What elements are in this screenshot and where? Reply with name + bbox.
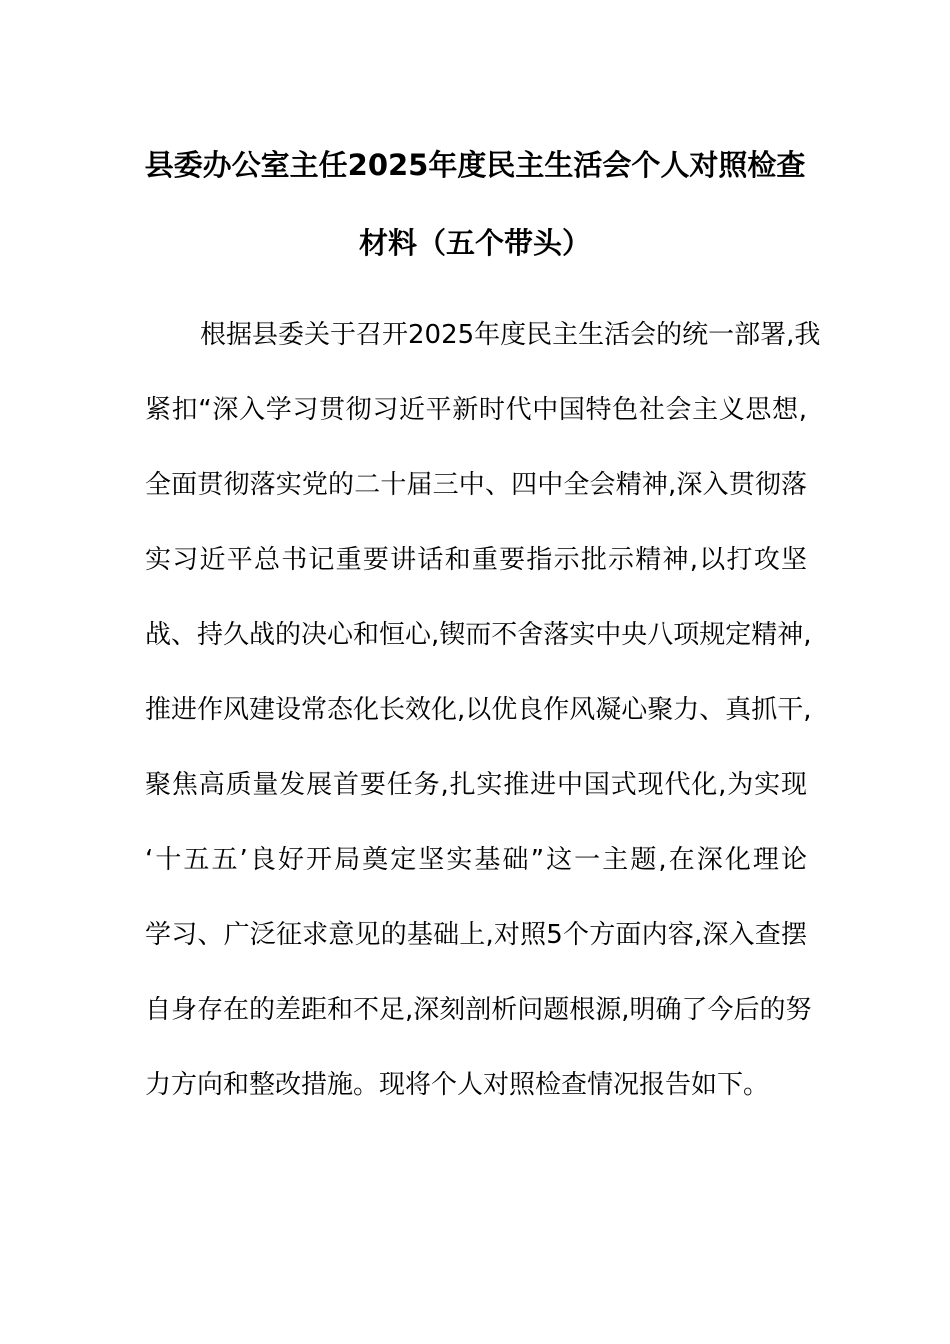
paragraph-line: 紧扣“深入学习贯彻习近平新时代中国特色社会主义思想,: [145, 395, 807, 425]
paragraph-line: 聚焦高质量发展首要任务,扎实推进中国式现代化,为实现: [145, 770, 807, 800]
paragraph-line: 战、持久战的决心和恒心,锲而不舍落实中央八项规定精神,: [145, 620, 812, 650]
intro-paragraph: [145, 315, 821, 1140]
paragraph-line: 实习近平总书记重要讲话和重要指示批示精神,以打攻坚: [145, 545, 807, 575]
paragraph-line: 根据县委关于召开2025年度民主生活会的统一部署,我: [200, 320, 821, 350]
document-title-line-2: 材料（五个带头）: [358, 226, 591, 260]
paragraph-line: 全面贯彻落实党的二十届三中、四中全会精神,深入贯彻落: [145, 470, 807, 500]
document-title-line-1: 县委办公室主任2025年度民主生活会个人对照检查: [144, 148, 806, 182]
paragraph-line: 自身存在的差距和不足,深刻剖析问题根源,明确了今后的努: [145, 995, 812, 1025]
paragraph-line: ‘十五五’良好开局奠定坚实基础”这一主题,在深化理论: [145, 845, 807, 875]
paragraph-line: 推进作风建设常态化长效化,以优良作风凝心聚力、真抓干,: [145, 695, 812, 725]
paragraph-line: 力方向和整改措施。现将个人对照检查情况报告如下。: [145, 1070, 770, 1100]
paragraph-line: 学习、广泛征求意见的基础上,对照5个方面内容,深入查摆: [145, 920, 807, 950]
